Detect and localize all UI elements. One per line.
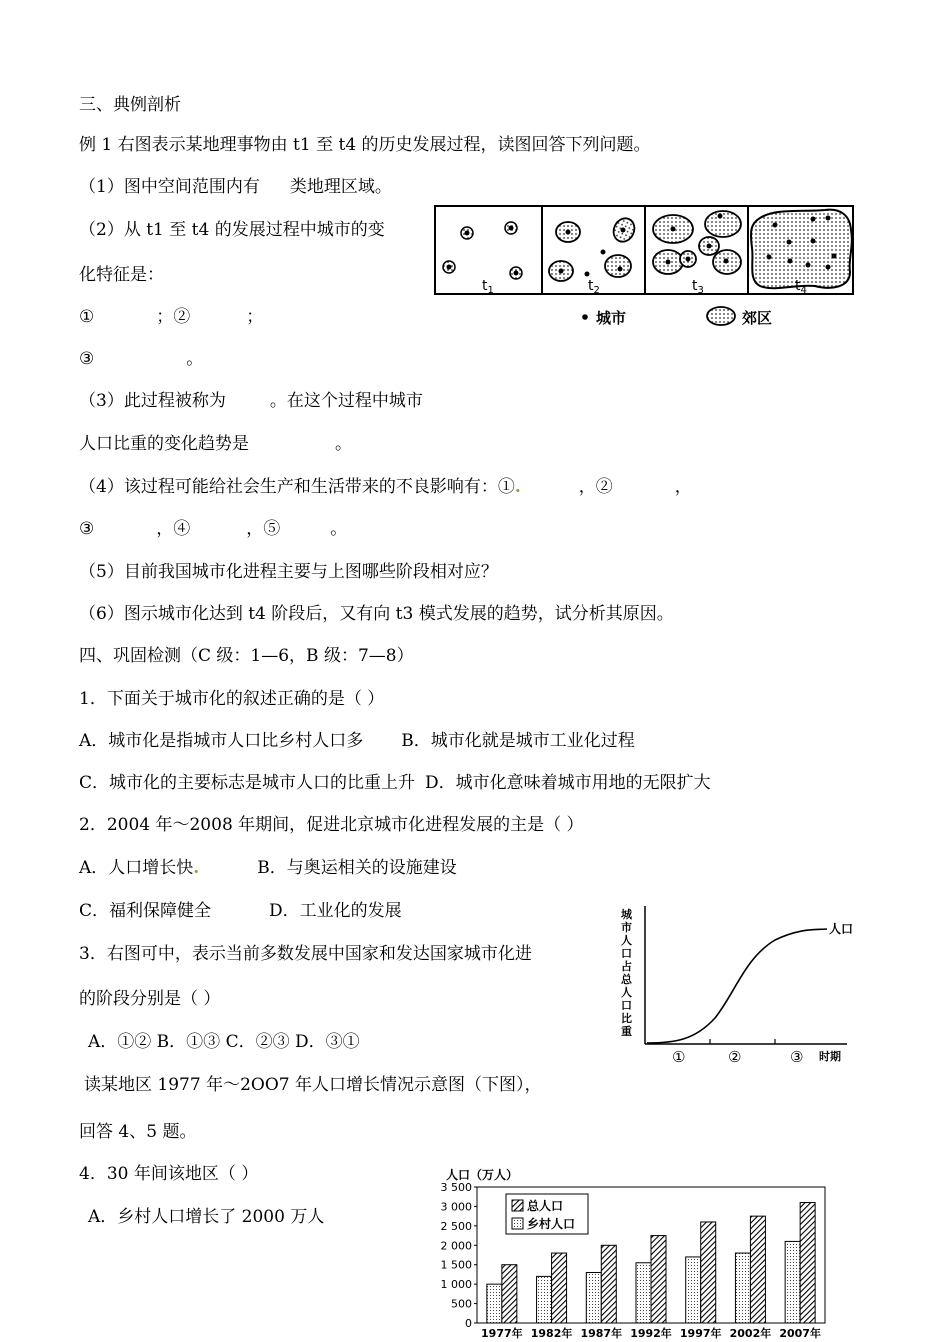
curve-x-label: 时期 (819, 1050, 841, 1063)
question-line (79, 390, 423, 412)
curve-ylabel-char: 口 (621, 999, 632, 1012)
curve-ylabel-char: 比 (621, 1012, 632, 1025)
curve-ylabel-char: 口 (621, 947, 632, 960)
bar-rural (586, 1272, 601, 1323)
curve-ylabel-char: 重 (621, 1025, 632, 1038)
curve-y-axis-label (621, 908, 633, 1038)
question-stem (79, 814, 584, 836)
y-tick-label: 2 000 (440, 1239, 472, 1253)
blank-label: 。 (330, 519, 348, 539)
answer-line (79, 518, 347, 540)
y-tick-label: 3 000 (440, 1200, 472, 1214)
option-c: C．城市化的主要标志是城市人口的比重上升 (79, 773, 416, 793)
option-a: A．人口增长快 (79, 858, 194, 878)
reading-prompt: 回答 4、5 题。 (79, 1122, 197, 1142)
q-text: （1）图中空间范围内有 (79, 177, 260, 197)
legend-suburb-label: 郊区 (742, 309, 773, 327)
stage-label: $t_4$ (795, 278, 807, 296)
blank-label: 。 (186, 349, 204, 369)
blank-label: ；② (156, 307, 191, 327)
question-line: （4）该过程可能给社会生产和生活带来的不良影响有：①. ，② ， (79, 477, 692, 497)
y-tick-label: 3 500 (440, 1181, 472, 1194)
bar-total (750, 1216, 765, 1323)
x-tick-label: 1987年 (580, 1327, 623, 1340)
stage-t4 (751, 210, 852, 289)
curve-ylabel-char: 市 (621, 921, 632, 934)
q-text: ，② (578, 477, 613, 497)
option-a: A．城市化是指城市人口比乡村人口多 (79, 731, 364, 751)
population-bar-chart (432, 1162, 832, 1340)
option-b: B．城市化就是城市工业化过程 (401, 731, 635, 751)
legend-swatch-rural (512, 1218, 523, 1229)
city-legend-icon (582, 314, 588, 320)
y-tick-label: 2 500 (440, 1219, 472, 1233)
curve-ylabel-char: 总 (621, 973, 632, 986)
question-line (79, 176, 392, 198)
bar-rural (636, 1263, 651, 1323)
blank-label: ，④ (156, 519, 191, 539)
y-tick-label: 1 500 (440, 1258, 472, 1272)
x-tick-label: 1977年 (481, 1327, 523, 1340)
bar-total (701, 1222, 716, 1323)
q-text: ， (674, 477, 692, 497)
y-tick-label: 1 000 (440, 1278, 472, 1292)
curve-ylabel-char: 人 (621, 986, 632, 999)
legend-rural-label: 乡村人口 (527, 1217, 576, 1231)
stage-label: $t_1$ (482, 278, 494, 296)
answer-line (79, 306, 263, 328)
question-stem: 1．下面关于城市化的叙述正确的是（ ） (79, 689, 385, 709)
chart-title: 人口（万人） (446, 1168, 519, 1182)
option-b: B．与奥运相关的设施建设 (257, 858, 457, 878)
stage-label: $t_3$ (692, 278, 704, 296)
option-d: D．工业化的发展 (269, 901, 402, 921)
bar-total (552, 1253, 567, 1323)
options-line: A．人口增长快. B．与奥运相关的设施建设 (79, 858, 457, 878)
q-text: （4）该过程可能给社会生产和生活带来的不良影响有：① (79, 477, 515, 497)
options-line (79, 900, 402, 922)
curve-ylabel-char: 人 (621, 934, 632, 947)
bar-total (800, 1203, 815, 1323)
option-c: C．福利保障健全 (79, 901, 212, 921)
q-text: 2．2004 年～200 (79, 815, 222, 835)
bar-rural (735, 1253, 750, 1323)
question-line (79, 433, 352, 455)
stage-mark-3: ③ (790, 1048, 804, 1066)
options-line (79, 730, 635, 752)
bar-total (502, 1265, 517, 1323)
y-tick-label: 500 (451, 1297, 472, 1311)
urban-stages-figure (430, 200, 860, 332)
question-line: 化特征是： (79, 265, 164, 285)
answer-line (79, 348, 203, 370)
blank-label: ① (79, 307, 95, 327)
question-line: （2）从 t1 至 t4 的发展过程中城市的变 (79, 220, 385, 240)
question-line: （5）目前我国城市化进程主要与上图哪些阶段相对应？ (79, 562, 498, 582)
curve-ylabel-char: 占 (621, 960, 632, 973)
urbanization-curve (647, 929, 827, 1043)
q-text: 8 年期间，促进北京城市化进程发展的主是（ ） (221, 815, 584, 835)
q-text: 。在这个过程中城市 (269, 391, 423, 411)
curve-ylabel-char: 城 (621, 908, 632, 921)
bar-total (601, 1245, 616, 1323)
options-line: A．①② B．①③ C．②③ D．③① (88, 1032, 360, 1052)
section3-heading: 三、典例剖析 (79, 95, 181, 115)
question-line: （6）图示城市化达到 t4 阶段后，又有向 t3 模式发展的趋势，试分析其原因。 (79, 604, 674, 624)
q-text: 类地理区域。 (289, 177, 392, 197)
x-tick-label: 1982年 (530, 1327, 573, 1340)
q-text: 人口比重的变化趋势是 (79, 434, 249, 454)
reading-prompt: 读某地区 1977 年～2OO7 年人口增长情况示意图（下图）， (84, 1075, 542, 1095)
question-stem: 的阶段分别是（ ） (79, 989, 221, 1009)
urbanization-curve-figure (615, 898, 865, 1070)
stage-mark-2: ② (728, 1048, 742, 1066)
blank-label: ，⑤ (246, 519, 281, 539)
blank-label: ③ (79, 519, 95, 539)
blank-label: ③ (79, 349, 95, 369)
options-line (79, 772, 711, 794)
option-a: A．乡村人口增长了 2000 万人 (88, 1207, 325, 1227)
x-tick-label: 1992年 (630, 1327, 672, 1340)
q-text: 。 (335, 434, 352, 454)
x-tick-label: 1997年 (679, 1327, 722, 1340)
bar-rural (686, 1257, 701, 1323)
bar-total (651, 1236, 666, 1323)
blank-label: ； (246, 307, 264, 327)
legend-city-label: 城市 (596, 309, 627, 327)
legend-swatch-total (512, 1200, 523, 1211)
section4-heading: 四、巩固检测（C 级：1—6，B 级：7—8） (79, 646, 414, 666)
y-tick-label: 0 (465, 1317, 472, 1330)
option-d: D．城市化意味着城市用地的无限扩大 (425, 773, 711, 793)
suburb-legend-icon (707, 307, 735, 325)
bar-rural (537, 1276, 552, 1323)
x-tick-label: 2002年 (729, 1327, 772, 1340)
q-text: （3）此过程被称为 (79, 391, 226, 411)
bar-rural (487, 1284, 502, 1323)
x-tick-label: 2007年 (779, 1327, 821, 1340)
legend-total-label: 总人口 (527, 1199, 564, 1213)
bar-rural (785, 1241, 800, 1323)
question-stem: 4．30 年间该地区（ ） (79, 1164, 259, 1184)
example1-intro: 例 1 右图表示某地理事物由 t1 至 t4 的历史发展过程，读图回答下列问题。 (79, 135, 651, 155)
stage-mark-1: ① (672, 1048, 686, 1066)
stage-label: $t_2$ (588, 278, 600, 296)
question-stem: 3．右图可中，表示当前多数发展中国家和发达国家城市化进 (79, 944, 532, 964)
curve-label: 人口 (829, 922, 854, 936)
